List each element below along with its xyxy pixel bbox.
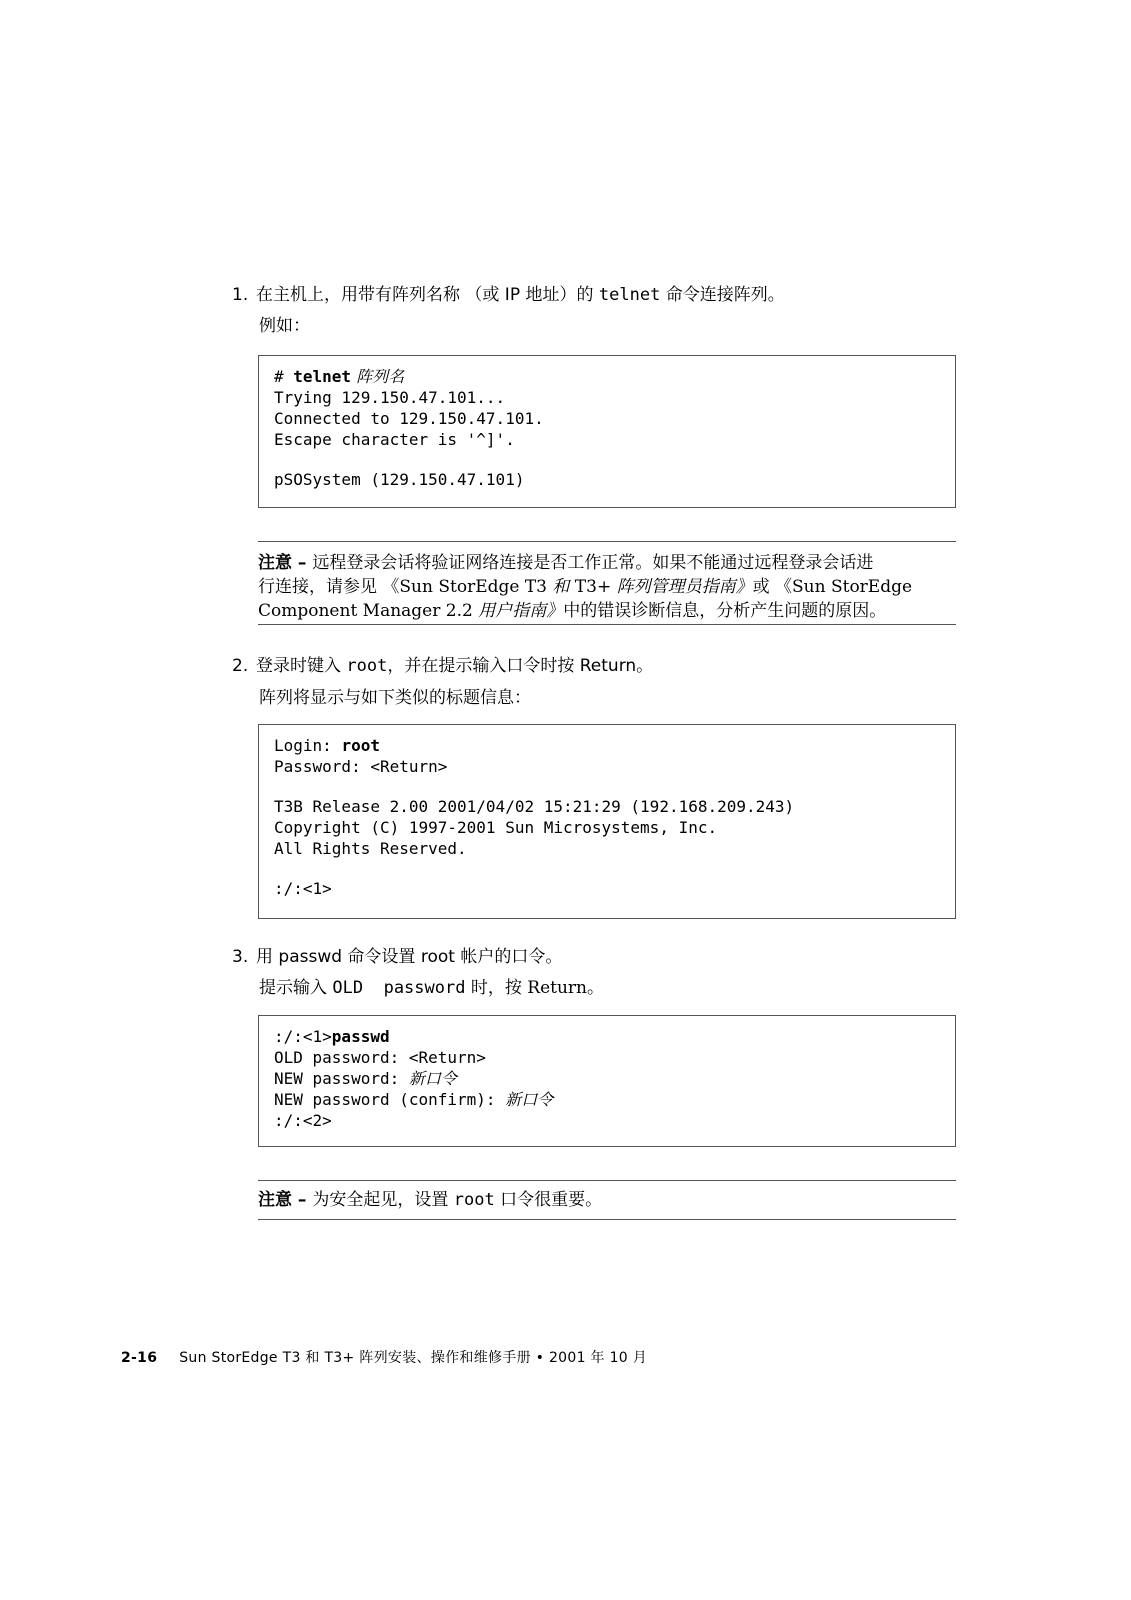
- step-3: [232, 945, 562, 969]
- footer-title: Sun StorEdge T3 和 T3+ 阵列安装、操作和维修手册 • 2001 年 10 月: [179, 1350, 648, 1366]
- code-command: root: [341, 736, 380, 755]
- code-placeholder: 新口令: [505, 1090, 554, 1109]
- step-number: 1.: [232, 285, 249, 305]
- step-number: 3.: [232, 947, 249, 967]
- code-line: Escape character is '^]'.: [274, 430, 515, 449]
- page-footer: [121, 1347, 647, 1367]
- note-text: 远程登录会话将验证网络连接是否工作正常。如果不能通过远程登录会话进: [312, 553, 874, 573]
- para-text: 时，按 Return。: [465, 978, 604, 998]
- step-2-description: 阵列将显示与如下类似的标题信息：: [259, 688, 531, 708]
- step-text: ，并在提示输入口令时按 Return。: [387, 656, 654, 676]
- note-text: 口令很重要。: [494, 1190, 603, 1210]
- note-italic: 用户指南》: [478, 601, 564, 621]
- code-command: telnet: [293, 367, 352, 386]
- note-text: 中的错误诊断信息，分析产生问题的原因。: [563, 601, 887, 621]
- code-line: Login: root: [274, 736, 380, 755]
- note-text: 为安全起见，设置: [312, 1190, 454, 1210]
- mono-text: root: [453, 1190, 495, 1210]
- note-label: 注意 –: [258, 1190, 313, 1210]
- note-text: 或 《Sun StorEdge: [752, 577, 913, 597]
- step-number: 2.: [232, 656, 249, 676]
- code-line: Trying 129.150.47.101...: [274, 388, 506, 407]
- code-line: NEW password (confirm): 新口令: [274, 1090, 554, 1109]
- code-placeholder: 新口令: [408, 1069, 457, 1088]
- example-label: 例如：: [259, 316, 310, 336]
- code-line: :/:<1>passwd: [274, 1027, 390, 1046]
- code-line: OLD password: <Return>: [274, 1048, 486, 1067]
- note-box: [258, 1180, 956, 1220]
- code-line: All Rights Reserved.: [274, 839, 467, 858]
- step-text: 命令连接阵列。: [660, 285, 785, 305]
- code-line: pSOSystem (129.150.47.101): [274, 470, 525, 489]
- code-line: T3B Release 2.00 2001/04/02 15:21:29 (192.168.209.243): [274, 797, 795, 816]
- code-line: :/:<2>: [274, 1111, 332, 1130]
- code-block-login: [258, 724, 956, 919]
- code-block-passwd: [258, 1015, 956, 1147]
- note-text: Component Manager 2.2: [258, 601, 479, 621]
- command-name: telnet: [598, 285, 661, 305]
- code-line: # telnet 阵列名: [274, 367, 405, 386]
- note-box: [258, 541, 956, 625]
- para-text: 提示输入: [259, 978, 333, 998]
- command-name: root: [346, 656, 388, 676]
- note-text: 行连接，请参见 《Sun StorEdge T3: [258, 577, 553, 597]
- note-label: 注意 –: [258, 553, 313, 573]
- code-line: Copyright (C) 1997-2001 Sun Microsystems, Inc.: [274, 818, 718, 837]
- step-1: [232, 283, 785, 307]
- code-line: NEW password: 新口令: [274, 1069, 457, 1088]
- step-text: 登录时键入: [256, 656, 347, 676]
- note-italic: 阵列管理员指南》: [616, 577, 753, 597]
- step-2: [232, 654, 653, 678]
- code-block-telnet: [258, 355, 956, 508]
- code-line: Connected to 129.150.47.101.: [274, 409, 544, 428]
- mono-text: OLD password: [332, 978, 466, 998]
- code-line: :/:<1>: [274, 879, 332, 898]
- note-text: T3+: [569, 577, 617, 597]
- code-placeholder: 阵列名: [351, 367, 405, 386]
- step-3-description: [259, 976, 604, 1000]
- page-number: 2-16: [121, 1350, 158, 1366]
- step-text: 用 passwd 命令设置 root 帐户的口令。: [256, 947, 563, 967]
- note-italic: 和: [552, 577, 570, 597]
- code-line: Password: <Return>: [274, 757, 448, 776]
- code-command: passwd: [331, 1027, 390, 1046]
- step-text: 在主机上，用带有阵列名称 （或 IP 地址）的: [256, 285, 599, 305]
